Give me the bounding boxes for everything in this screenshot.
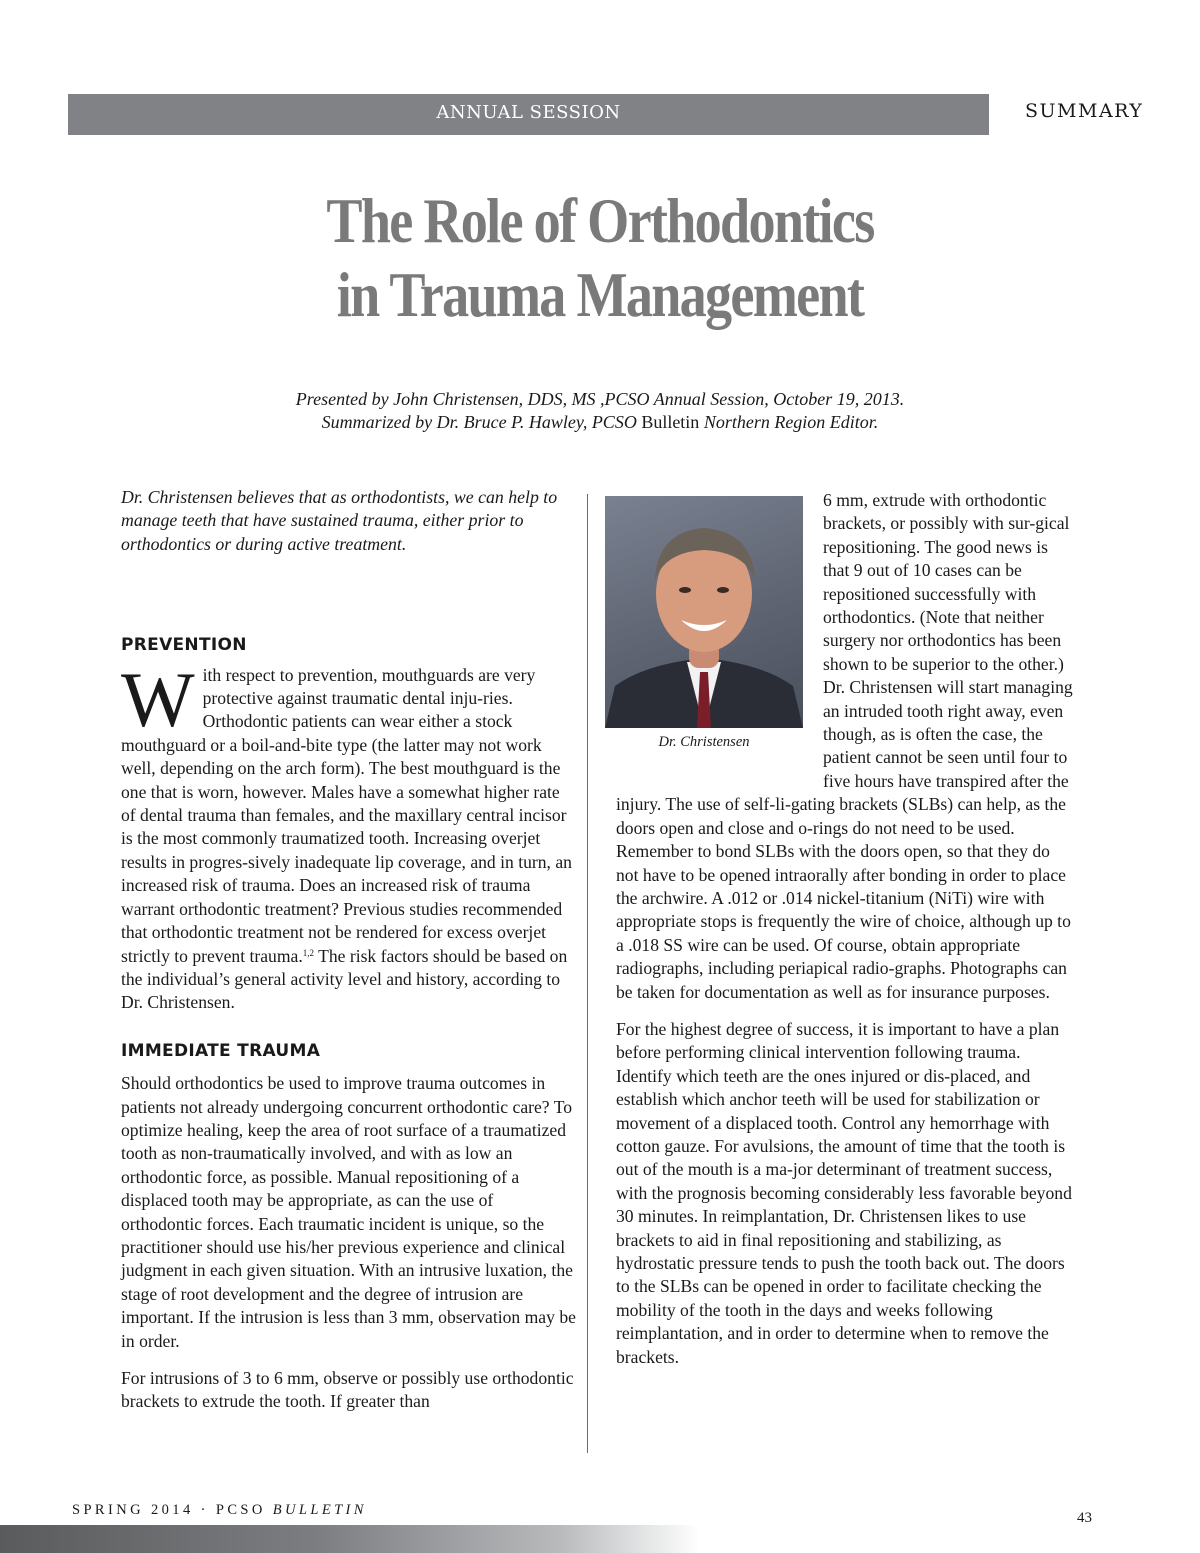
byline [0, 388, 1200, 434]
reference-superscript: 1,2 [302, 947, 314, 958]
byline-summarized-text: Summarized by Dr. Bruce P. Hawley, PCSO [321, 412, 637, 432]
byline-bulletin: Bulletin [641, 412, 700, 432]
section-label: ANNUAL SESSION [436, 102, 621, 123]
intro-paragraph: Dr. Christensen believes that as orthodontists, we can help to manage teeth that have sustained trauma, either prior to orthodontics or during active treatment. [121, 487, 558, 554]
footer-issue-text: SPRING 2014 · PCSO [72, 1502, 266, 1518]
photo-caption: Dr. Christensen [658, 734, 750, 750]
footer-issue [72, 1502, 367, 1519]
footer-publication: BULLETIN [272, 1502, 367, 1518]
byline-editor: Northern Region Editor. [703, 412, 879, 432]
byline-presented: Presented by John Christensen, DDS, MS ,PCSO Annual Session, October 19, 2013. [295, 389, 905, 409]
immediate-trauma-paragraph-1: Should orthodontics be used to improve trauma outcomes in patients not already undergoing concurrent orthodontic care? To optimize healing, keep the area of root surface of a traumatized tooth as non-traumatically involved, and with as low an orthodontic force, as possible. Manual repositioning of a displaced tooth may be appropriate, as can the use of orthodontic forces. Each traumatic incident is unique, so the practitioner should use his/her previous experience and clinical judgment in each given situation. With an intrusive luxation, the stage of root development and the degree of intrusion are important. If the intrusion is less than 3 mm, observation may be in order. [121, 1073, 576, 1351]
section-header-bar [68, 94, 989, 135]
column-divider [587, 494, 588, 1453]
heading-prevention: PREVENTION [121, 635, 247, 656]
article-title-line-1: The Role of Orthodontics [326, 186, 874, 256]
right-paragraph-2: For the highest degree of success, it is important to have a plan before performing clinical intervention following trauma. Identify which teeth are the ones injured or dis-placed, and establish which anchor teeth will be used for stabilization or movement of a displaced tooth. Control any hemorrhage with cotton gauze. For avulsions, the amount of time that the tooth is out of the mouth is a ma-jor determinant of treatment success, with the prognosis becoming considerably less favorable beyond 30 minutes. In reimplantation, Dr. Christensen likes to use brackets to aid in final repositioning and stabilizing, as hydrostatic pressure tends to push the tooth back out. The doors to the SLBs can be opened in order to facilitate checking the mobility of the tooth in the days and weeks following reimplantation, and in order to determine when to remove the brackets. [616, 1018, 1072, 1367]
prevention-text-end: The risk factors should be based on the individual’s general activity level and history, according to Dr. Christensen. [121, 945, 568, 1013]
article-title [84, 184, 1116, 332]
drop-cap: W [121, 655, 195, 743]
right-paragraph-1: 6 mm, extrude with orthodontic brackets, or possibly with sur-gical repositioning. The good news is that 9 out of 10 cases can be repositioned successfully with orthodontics. (Note that neither surgery nor orthodontics has been shown to be superior to the other.) Dr. Christensen will start managing an intruded tooth right away, even though, as is often the case, the patient cannot be seen until four to five hours have transpired after the injury. The use of self-li-gating brackets (SLBs) can help, as the doors open and close and o-rings do not need to be used. Remember to bond SLBs with the doors open, so that they do not have to be opened intraorally after bonding in order to place the archwire. A .012 or .014 nickel-titanium (NiTi) wire with appropriate stops is frequently the wire of choice, although up to a .018 SS wire can be used. Of course, obtain appropriate radiographs, including periapical radio-graphs. Photographs can be taken for documentation as well as for insurance purposes. [616, 490, 1073, 1002]
byline-summarized [0, 411, 1200, 434]
immediate-trauma-paragraph-2: For intrusions of 3 to 6 mm, observe or possibly use orthodontic brackets to extrude the tooth. If greater than [121, 1368, 574, 1412]
photo-wrap-space [616, 489, 823, 787]
article-title-line-2: in Trauma Management [336, 260, 864, 330]
prevention-text: ith respect to prevention, mouthguards are very protective against traumatic dental inju-ries. Orthodontic patients can wear either a stock mouthguard or a boil-and-bite type (the latter may not work well, depending on the arch form). The best mouthguard is the one that is worn, however. Males have a somewhat higher rate of dental trauma than females, and the maxillary central incisor is the most commonly traumatized tooth. Increasing overjet results in progres-sively inadequate lip coverage, and in turn, an increased risk of trauma. Does an increased risk of trauma warrant orthodontic treatment? Previous studies recommended that orthodontic treatment not be rendered for excess overjet strictly to prevent trauma. [121, 664, 572, 966]
footer-gradient-bar [0, 1525, 700, 1553]
page-number: 43 [1077, 1510, 1092, 1526]
prevention-paragraph [121, 655, 576, 1015]
summary-label: SUMMARY [1025, 100, 1144, 122]
right-column [616, 489, 1076, 1369]
left-column [121, 486, 576, 1414]
heading-immediate-trauma: IMMEDIATE TRAUMA [121, 1040, 321, 1061]
